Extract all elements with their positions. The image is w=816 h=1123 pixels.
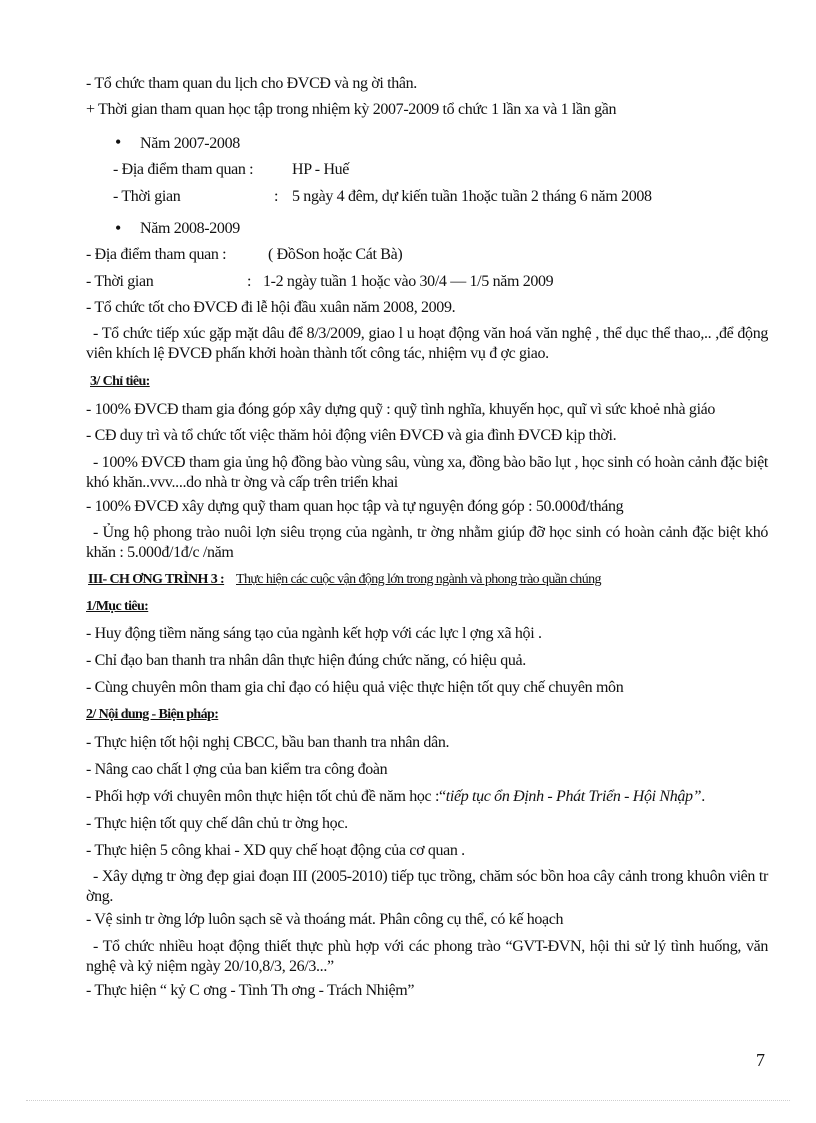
text-line: + Thời gian tham quan học tập trong nhiệm kỳ 2007-2009 tổ chức 1 lần xa và 1 lần gần	[86, 101, 617, 118]
text-line: :	[274, 188, 279, 205]
text-line: - Địa điểm tham quan :	[113, 161, 254, 178]
text-line	[86, 787, 705, 807]
text-line: - 100% ĐVCĐ tham gia đóng góp xây dựng quỹ : quỹ tình nghĩa, khuyến học, quĩ vì sức khoẻ nhà giáo	[86, 401, 716, 418]
paragraph: - Ủng hộ phong trào nuôi lợn siêu trọng của ngành, tr ờng nhằm giúp đỡ học sinh có hoàn cảnh đặc biệt khó khăn : 5.000đ/1đ/c /năm	[86, 524, 768, 561]
paragraph: - 100% ĐVCĐ tham gia ủng hộ đồng bào vùng sâu, vùng xa, đồng bào bão lụt , học sinh có hoàn cảnh đặc biệt khó khăn..vvv....do nhà tr ờng và cấp trên triển khai	[86, 454, 768, 491]
text-line: - Địa điểm tham quan :	[86, 246, 227, 263]
text-line: - Tổ chức tốt cho ĐVCĐ đi lễ hội đầu xuân năm 2008, 2009.	[86, 299, 456, 316]
text-line: - Thực hiện tốt quy chế dân chủ tr ờng học.	[86, 815, 348, 832]
text-line: HP - Huế	[292, 161, 350, 178]
program-title: Thực hiện các cuộc vận động lớn trong ngành và phong trào quần chúng	[236, 572, 601, 587]
program-heading: III- CH ƠNG TRÌNH 3 :	[88, 572, 225, 587]
bullet-icon: •	[115, 218, 122, 238]
page-number: 7	[756, 1050, 765, 1070]
text-line: - Thực hiện 5 công khai - XD quy chế hoạt động của cơ quan .	[86, 842, 465, 859]
text-span: .	[701, 788, 705, 805]
motto-italic: tiếp tục ổn Định - Phát Triển - Hội Nhập”	[445, 788, 702, 805]
text-line: - Thời gian	[113, 188, 181, 205]
text-line: Năm 2008-2009	[140, 220, 240, 237]
text-line: - Thực hiện “ kỷ C ơng - Tình Th ơng - Trách Nhiệm”	[86, 982, 415, 999]
text-line: - 100% ĐVCĐ xây dựng quỹ tham quan học tập và tự nguyện đóng góp : 50.000đ/tháng	[86, 498, 624, 515]
text-line: - Thực hiện tốt hội nghị CBCC, bầu ban thanh tra nhân dân.	[86, 734, 450, 751]
text-span: - Phối hợp với chuyên môn thực hiện tốt chủ đề năm học :“	[86, 788, 446, 805]
paragraph: - Xây dựng tr ờng đẹp giai đoạn III (2005-2010) tiếp tục trồng, chăm sóc bồn hoa cây cảnh trong khuôn viên tr ờng.	[86, 868, 768, 905]
footer-divider	[26, 1100, 790, 1101]
text-line: - Cùng chuyên môn tham gia chỉ đạo có hiệu quả việc thực hiện tốt quy chế chuyên môn	[86, 679, 624, 696]
text-line: 5 ngày 4 đêm, dự kiến tuần 1hoặc tuần 2 tháng 6 năm 2008	[292, 188, 652, 205]
section-heading: 2/ Nội dung - Biện pháp:	[86, 707, 219, 722]
section-heading: 1/Mục tiêu:	[86, 599, 149, 614]
text-line: :	[247, 273, 252, 290]
text-line: Năm 2007-2008	[140, 135, 240, 152]
text-line: ( ĐồSon hoặc Cát Bà)	[268, 246, 403, 263]
bullet-icon: •	[115, 132, 122, 152]
text-line: - Chỉ đạo ban thanh tra nhân dân thực hiện đúng chức năng, có hiệu quả.	[86, 652, 526, 669]
text-line: 1-2 ngày tuần 1 hoặc vào 30/4 — 1/5 năm 2009	[263, 273, 554, 290]
text-line: - Huy động tiềm năng sáng tạo của ngành kết hợp với các lực l ợng xã hội .	[86, 625, 542, 642]
paragraph: - Tổ chức nhiều hoạt động thiết thực phù hợp với các phong trào “GVT-ĐVN, hội thi sử lý tình huống, văn nghệ và kỷ niệm ngày 20/10,8/3, 26/3...”	[86, 938, 768, 975]
text-line: - CĐ duy trì và tổ chức tốt việc thăm hỏi động viên ĐVCĐ và gia đình ĐVCĐ kịp thời.	[86, 427, 617, 444]
text-line: - Nâng cao chất l ợng của ban kiểm tra công đoàn	[86, 761, 388, 778]
text-line: - Vệ sinh tr ờng lớp luôn sạch sẽ và thoáng mát. Phân công cụ thể, có kế hoạch	[86, 911, 564, 928]
section-heading: 3/ Chỉ tiêu:	[90, 374, 150, 389]
text-line: - Thời gian	[86, 273, 154, 290]
text-line: - Tổ chức tham quan du lịch cho ĐVCĐ và ng ời thân.	[86, 75, 417, 92]
paragraph: - Tổ chức tiếp xúc gặp mặt dâu để 8/3/2009, giao l u hoạt động văn hoá văn nghệ , thể dục thể thao,.. ,để động viên khích lệ ĐVCĐ phấn khởi hoàn thành tốt công tác, nhiệm vụ đ ợc giao.	[86, 325, 768, 362]
